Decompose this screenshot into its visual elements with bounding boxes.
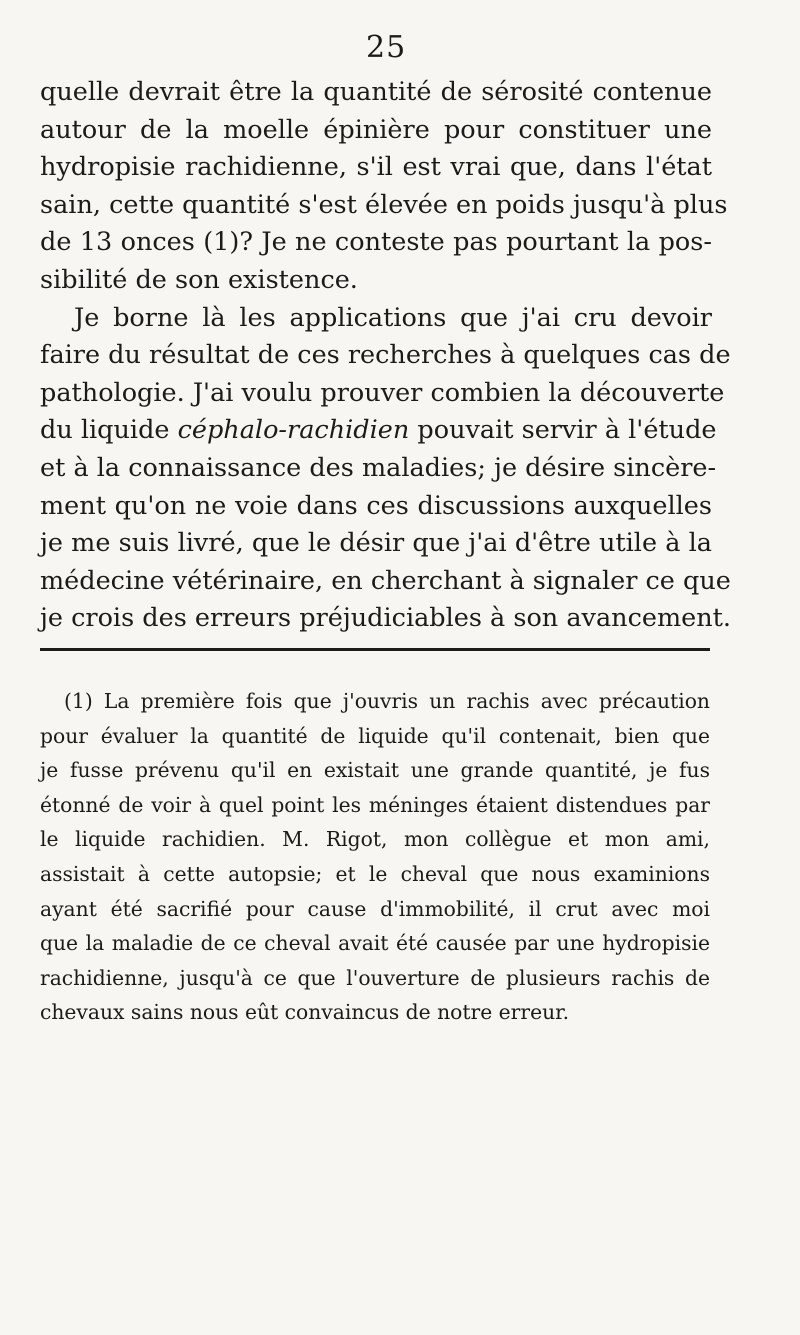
text-fragment: du liquide (40, 415, 170, 446)
text-fragment: pouvait servir à l'étude (417, 415, 717, 446)
footnote-line: assistait à cette autopsie; et le cheval que nous examinions (40, 861, 710, 886)
text-line: je me suis livré, que le désir que j'ai d'être utile à la (40, 528, 712, 559)
footnote-line: que la maladie de ce cheval avait été causée par une hydropisie (40, 931, 710, 956)
body-text (40, 74, 731, 638)
text-line: je crois des erreurs préjudiciables à son avancement. (40, 603, 731, 634)
footnote-line: chevaux sains nous eût convaincus de notre erreur. (40, 1000, 570, 1025)
footnote-line: pour évaluer la quantité de liquide qu'il contenait, bien que (40, 723, 710, 748)
text-line: faire du résultat de ces recherches à quelques cas de (40, 340, 731, 371)
footnote (40, 684, 710, 1030)
text-line-mixed (40, 412, 717, 450)
footnote-line: rachidienne, jusqu'à ce que l'ouverture de plusieurs rachis de (40, 965, 710, 990)
footnote-line: je fusse prévenu qu'il en existait une grande quantité, je fus (40, 758, 710, 783)
text-line: hydropisie rachidienne, s'il est vrai que, dans l'état (40, 152, 712, 183)
text-line: autour de la moelle épinière pour constituer une (40, 114, 712, 145)
text-line: et à la connaissance des maladies; je désire sincère- (40, 452, 717, 483)
page-number: 25 (366, 30, 407, 65)
text-line: de 13 onces (1)? Je ne conteste pas pourtant la pos- (40, 227, 712, 258)
text-line: sain, cette quantité s'est élevée en poids jusqu'à plus (40, 189, 728, 220)
text-line: sibilité de son existence. (40, 264, 358, 295)
footnote-rule (40, 648, 710, 651)
text-line: Je borne là les applications que j'ai cru devoir (74, 302, 712, 333)
footnote-line: ayant été sacrifié pour cause d'immobilité, il crut avec moi (40, 896, 710, 921)
text-line: médecine vétérinaire, en cherchant à signaler ce que (40, 565, 731, 596)
text-line: quelle devrait être la quantité de sérosité contenue (40, 77, 712, 107)
text-line: ment qu'on ne voie dans ces discussions auxquelles (40, 490, 712, 521)
footnote-line: étonné de voir à quel point les méninges étaient distendues par (40, 792, 710, 817)
text-line: pathologie. J'ai voulu prouver combien la découverte (40, 377, 725, 408)
footnote-line: (1) La première fois que j'ouvris un rachis avec précaution (64, 689, 710, 713)
footnote-line: le liquide rachidien. M. Rigot, mon collègue et mon ami, (40, 827, 710, 852)
italic-term: céphalo-rachidien (177, 415, 410, 446)
